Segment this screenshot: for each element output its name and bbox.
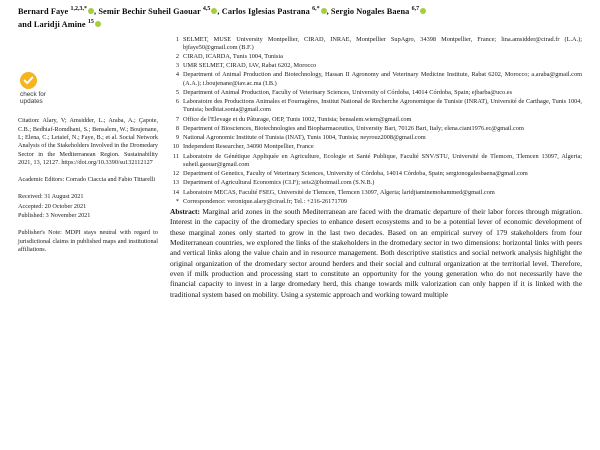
main-column <box>170 34 582 300</box>
affiliation-text: Office de l'Elevage et du Pâturage, OEP, Tunis 1002, Tunisia; bensalem.wiem@gmail.com <box>183 115 412 123</box>
affiliation-text: Department of Animal Production, Faculty of Veterinary Sciences, University of Córdoba, 14014 Córdoba, Spain; ejbarba@uco.es <box>183 88 513 96</box>
abstract-paragraph <box>170 207 582 300</box>
affiliation-number: 6 <box>175 98 179 106</box>
affiliation-text: Laboratoire des Productions Animales et Fourragères, Institut National de Recherche Agronomique de Tunisie (INRAT), Université de Carthage, Tunis 1004, Tunisia; bedhiat.sonia@gmail.com <box>183 98 582 114</box>
orcid-icon[interactable] <box>321 8 327 14</box>
affiliation-item <box>170 153 582 169</box>
author-5: and Laridji Amine <box>18 20 88 30</box>
affiliation-number: 5 <box>175 88 179 96</box>
affiliation-text: CIRAD, ICARDA, Tunis 1004, Tunisia <box>183 52 283 60</box>
affiliation-item <box>170 36 582 52</box>
author-1-affil-sup: 1,2,3,* <box>70 6 87 12</box>
affiliation-text: National Agronomic Institute of Tunisia (INAT), Tunis 1004, Tunisia; neyrouz2008@gmail.com <box>183 134 426 142</box>
published-date: Published: 3 November 2021 <box>18 212 91 220</box>
orcid-icon[interactable] <box>88 8 94 14</box>
affiliation-text: UMR SELMET, CIRAD, IAV, Rabat 6202, Morocco <box>183 62 317 70</box>
citation-block: Citation: Alary, V; Amsidder, L.; Araba, A.; Çapote, C.B.; Bedhiaf-Romdhani, S.; Bensalem, W.; Boujenane, I.; Elena, C.; Letaief, N.; Faye, B.; et al. Social Network Analysis of the Stakeholders Involved in the Dromedary Sector in the Mediterranean Region. Sustainability 2021, 13, 12127. https://doi.org/10.3390/su132112127 <box>18 117 158 166</box>
affiliation-item <box>170 116 582 124</box>
affiliation-text: SELMET, MUSE University Montpellier, CIRAD, INRAE, Montpellier SupAgro, 34398 Montpellier, France; lina.amsidder@cirad.fr (L.A.); bjfaye50@gmail.com (B.F.) <box>183 35 582 51</box>
affiliation-number: 3 <box>175 62 179 70</box>
affiliation-item <box>170 98 582 114</box>
affiliation-text: Department of Agricultural Economics (CI.F); seis2@hotmail.com (S.N.B.) <box>183 179 375 187</box>
body-columns <box>18 34 582 300</box>
abstract-text: Marginal arid zones in the south Mediterranean are faced with the dramatic departure of their labor forces through migration. Interest in the capacity of the dromedary species to enhance desert ecosystems and to be a potential lever of economic development of these marginal zones only started to grow in the last two decades. Based on an empirical survey of 179 stakeholders from four Mediterranean countries, we explored the links of the stakeholders in the dromedary sector in two dimensions: horizontal links with peers and vertical links along the value chain and in resource management. Both descriptive statistics and social network analysis highlight the original organization of the dromedary sector around herders and their social and cultural organization at the territorial level. Therefore, even if milk production and processing start to constitute an opportunity for the young generation who do not necessarily have the financial capacity to invest in a large dromedary herd, this change towards milk valorization can only happen if it is linked with the traditional system based on mobility. Using a systemic approach and working toward multiple <box>170 207 582 299</box>
check-for-updates-badge[interactable] <box>20 72 98 106</box>
author-line <box>18 4 578 31</box>
author-4: , Sergio Nogales Baena <box>326 6 412 16</box>
author-1: Bernard Faye <box>18 6 71 16</box>
author-2-affil-sup: 4,5 <box>202 6 211 12</box>
affiliation-text: Department of Genetics, Faculty of Veterinary Sciences, University of Córdoba, 14014 Córdoba, Spain; sergionogalesbaena@gmail.com <box>183 170 528 177</box>
author-2: , Semir Bechir Suheil Gaouar <box>93 6 203 16</box>
affiliation-text: Department of Biosciences, Biotechnologies and Biopharmaceutics, University Bari, 70126 Bari, Italy; elena.ciani1976.ec@gmail.com <box>183 124 524 132</box>
abstract-label: Abstract: <box>170 207 200 217</box>
affiliation-text: Laboratoire MECAS, Faculté FSEG, Université de Tlemcen, Tlemcen 13097, Algeria; laridjiaminemohammed@gmail.com <box>183 188 495 196</box>
affiliation-number: 11 <box>172 152 179 160</box>
affiliation-number: 12 <box>172 170 179 177</box>
affiliation-item <box>170 170 582 178</box>
affiliation-item <box>170 62 582 70</box>
publisher-note: Publisher's Note: MDPI stays neutral with regard to jurisdictional claims in published maps and institutional affiliations. <box>18 229 158 253</box>
sidebar <box>18 34 158 300</box>
author-5-affil-sup: 15 <box>87 19 94 26</box>
affiliation-item <box>170 179 582 187</box>
affiliation-number: 1 <box>175 35 179 43</box>
author-3: , Carlos Iglesias Pastrana <box>217 6 313 16</box>
affiliation-text: Correspondence: veronique.alary@cirad.fr; Tel.: +216-26171709 <box>183 197 348 205</box>
affiliation-number: 4 <box>175 71 179 79</box>
affiliation-list <box>170 36 582 206</box>
received-date: Received: 31 August 2021 <box>18 193 84 201</box>
affiliation-item <box>170 134 582 142</box>
affiliation-text: Independent Researcher, 34090 Montpellier, France <box>183 143 314 151</box>
badge-line-1: check for <box>20 90 46 98</box>
affiliation-number: 2 <box>175 52 179 60</box>
affiliation-number: 9 <box>175 134 179 142</box>
affiliation-number: 10 <box>172 143 179 151</box>
affiliation-item <box>170 143 582 151</box>
author-4-affil-sup: 6,7 <box>411 6 420 12</box>
academic-editors: Academic Editors: Corrado Ciaccia and Fabio Tittarelli <box>18 176 156 184</box>
affiliation-item <box>170 125 582 133</box>
orcid-icon[interactable] <box>420 8 426 14</box>
affiliation-item <box>170 89 582 97</box>
accepted-date: Accepted: 20 October 2021 <box>18 202 87 210</box>
affiliation-text: Laboratoire de Génétique Appliquée en Agriculture, Ecologie et Santé Publique, Faculté SNV/STU, Université de Tlemcen, Tlemcen 13097, Algeria; suheil.gaouar@gmail.com <box>183 152 582 168</box>
affiliation-item <box>170 71 582 87</box>
affiliation-item <box>170 53 582 61</box>
affiliation-text: Department of Animal Production and Biotechnology, Hassan II Agronomy and Veterinary Medicine Institute, Rabat 6202, Morocco; a.araba@gmail.com (A.A.); i.boujenane@iav.ac.ma (I.B.) <box>183 71 582 87</box>
affiliation-number: * <box>175 197 179 205</box>
badge-line-2: updates <box>20 97 43 105</box>
orcid-icon[interactable] <box>95 21 101 27</box>
affiliation-number: 8 <box>175 124 179 132</box>
affiliation-number: 14 <box>172 188 179 196</box>
author-3-affil-sup: 6,* <box>312 6 320 12</box>
checkmark-icon <box>20 72 37 89</box>
affiliation-number: 13 <box>172 179 179 187</box>
affiliation-number: 7 <box>175 115 179 123</box>
affiliation-item <box>170 189 582 197</box>
affiliation-item <box>170 198 582 206</box>
